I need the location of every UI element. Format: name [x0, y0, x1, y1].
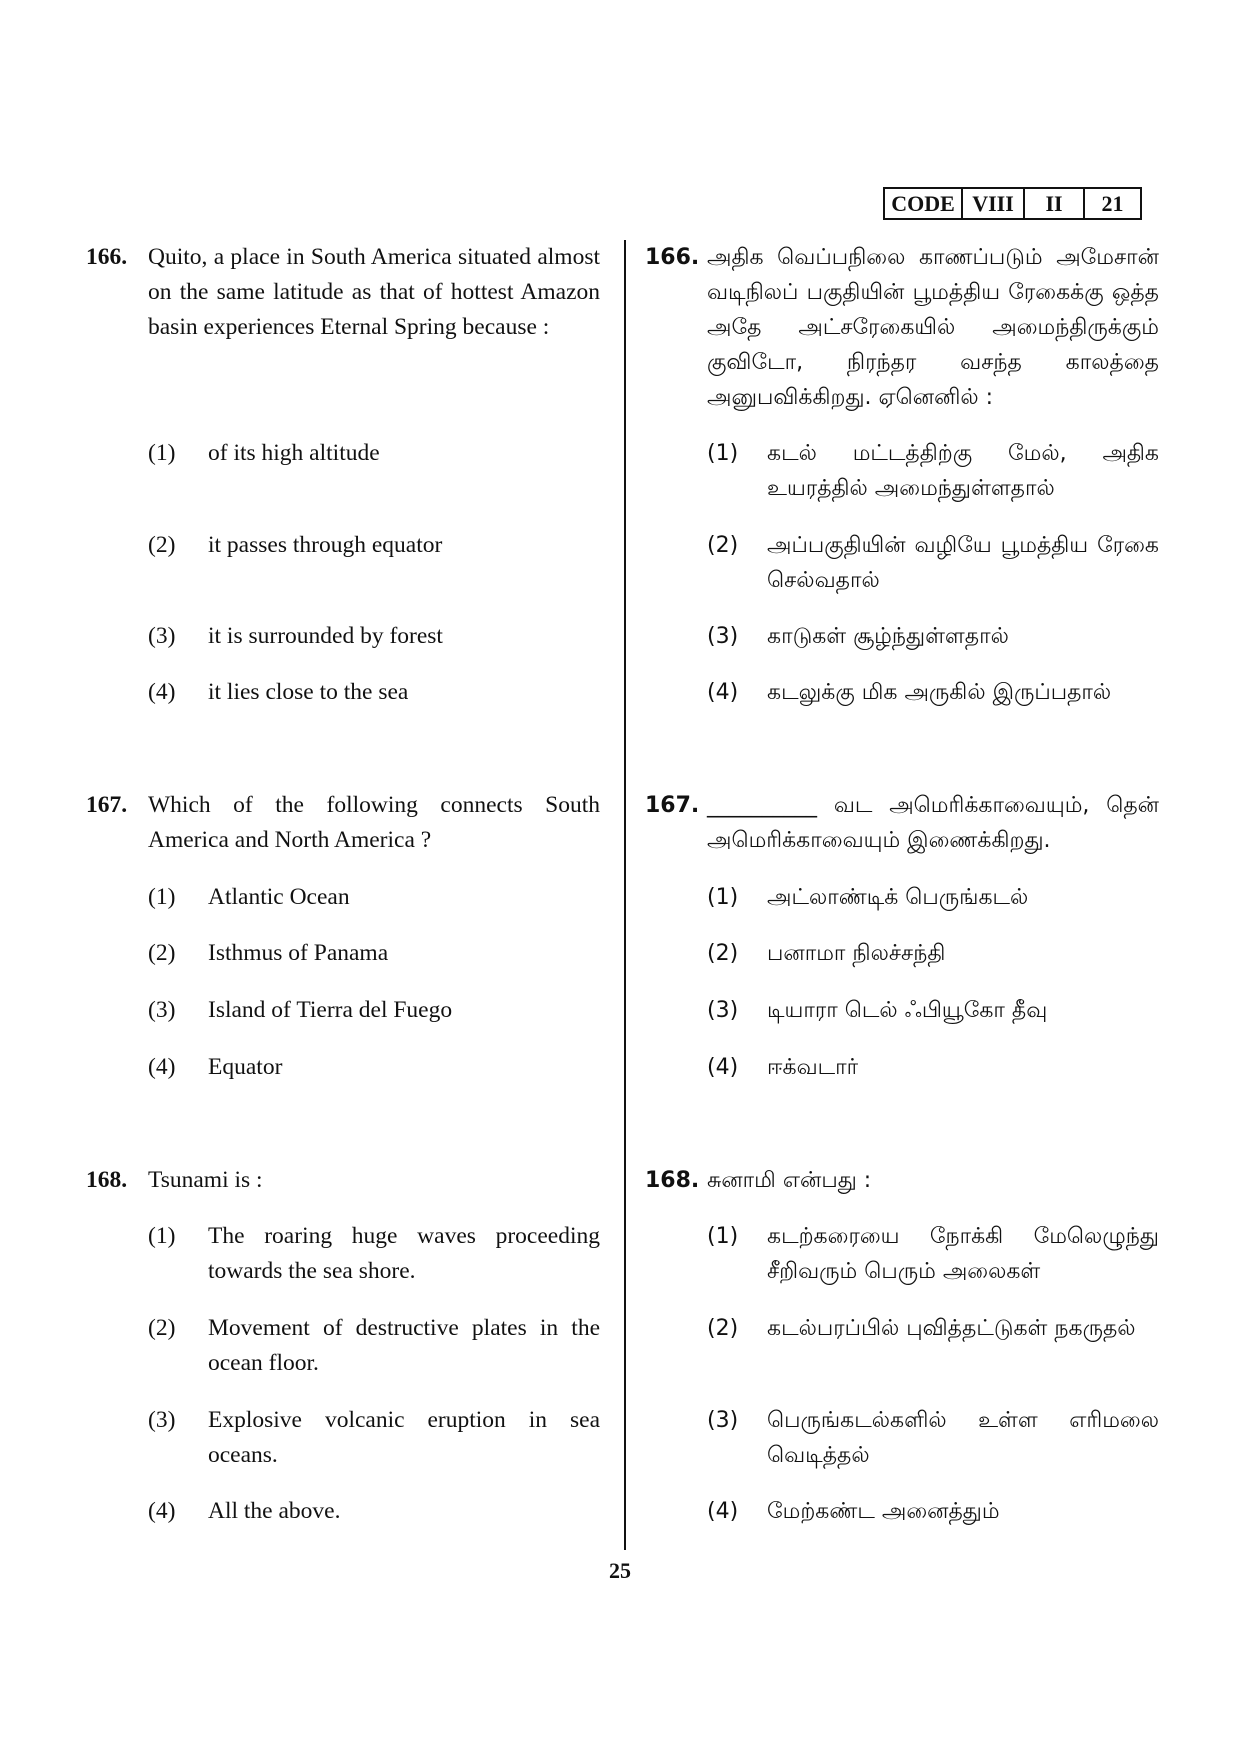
option-4 — [148, 1050, 600, 1085]
question-number: 168. — [86, 1167, 128, 1193]
option-text: All the above. — [208, 1498, 341, 1524]
option-text: டியாரா டெல் ஃபியூகோ தீவு — [767, 998, 1048, 1023]
code-label: CODE — [885, 189, 963, 218]
option-number: (2) — [707, 1316, 739, 1341]
option-4 — [707, 1050, 1159, 1085]
question-number: 168. — [645, 1168, 700, 1193]
option-4 — [148, 1494, 600, 1529]
question-167-en — [86, 788, 600, 858]
option-3 — [707, 619, 1159, 654]
option-number: (2) — [148, 1315, 176, 1341]
question-text: சுனாமி என்பது : — [707, 1168, 872, 1193]
option-number: (2) — [707, 941, 739, 966]
option-3 — [148, 993, 600, 1028]
option-text: Atlantic Ocean — [208, 884, 350, 910]
option-text: அட்லாண்டிக் பெருங்கடல் — [767, 885, 1029, 910]
question-text: __________ வட அமெரிக்காவையும், தென் அமெரிக்காவையும் இணைக்கிறது. — [707, 793, 1159, 853]
option-text: ஈக்வடார் — [767, 1055, 859, 1080]
option-text: பெருங்கடல்களில் உள்ள எரிமலை வெடித்தல் — [767, 1408, 1159, 1468]
option-number: (1) — [707, 885, 739, 910]
option-2 — [707, 528, 1159, 598]
question-text: அதிக வெப்பநிலை காணப்படும் அமேசான் வடிநிலப் பகுதியின் பூமத்திய ரேகைக்கு ஒத்த அதே அட்சரேகையில் அமைந்திருக்கும் குவிடோ, நிரந்தர வசந்த காலத்தை அனுபவிக்கிறது. ஏனெனில் : — [707, 245, 1159, 410]
option-number: (1) — [707, 441, 739, 466]
option-number: (1) — [148, 440, 176, 466]
option-number: (1) — [148, 1223, 176, 1249]
page-number: 25 — [609, 1558, 631, 1583]
option-number: (3) — [707, 624, 739, 649]
question-167-ta — [645, 788, 1159, 858]
question-166-ta — [645, 240, 1159, 415]
option-text: கடற்கரையை நோக்கி மேலெழுந்து சீறிவரும் பெரும் அலைகள் — [767, 1224, 1159, 1284]
option-4 — [148, 675, 600, 710]
option-number: (4) — [148, 1498, 176, 1524]
option-text: it passes through equator — [208, 532, 443, 558]
option-text: Equator — [208, 1054, 283, 1080]
option-number: (2) — [707, 533, 739, 558]
option-number: (3) — [148, 997, 176, 1023]
option-number: (3) — [148, 1407, 176, 1433]
code-box — [883, 187, 1142, 220]
option-number: (2) — [148, 940, 176, 966]
option-2 — [707, 936, 1159, 971]
column-divider — [624, 240, 626, 1550]
question-text: Tsunami is : — [148, 1167, 263, 1193]
question-number: 167. — [86, 792, 128, 818]
option-1 — [707, 880, 1159, 915]
option-text: அப்பகுதியின் வழியே பூமத்திய ரேகை செல்வதால் — [767, 533, 1159, 593]
option-text: கடல்பரப்பில் புவித்தட்டுகள் நகருதல் — [767, 1316, 1136, 1341]
option-text: it is surrounded by forest — [208, 623, 443, 649]
option-text: Isthmus of Panama — [208, 940, 389, 966]
code-paper: II — [1025, 189, 1085, 218]
option-4 — [707, 1494, 1159, 1529]
option-number: (4) — [707, 680, 739, 705]
option-text: காடுகள் சூழ்ந்துள்ளதால் — [767, 624, 1009, 649]
option-4 — [707, 675, 1159, 710]
option-3 — [707, 1403, 1159, 1473]
option-number: (4) — [148, 679, 176, 705]
option-2 — [148, 1311, 600, 1381]
option-text: கடலுக்கு மிக அருகில் இருப்பதால் — [767, 680, 1112, 705]
option-text: it lies close to the sea — [208, 679, 409, 705]
option-1 — [148, 436, 600, 471]
option-2 — [148, 528, 600, 563]
option-number: (3) — [707, 1408, 739, 1433]
option-1 — [148, 880, 600, 915]
question-number: 166. — [645, 245, 700, 270]
question-168-ta — [645, 1163, 1159, 1198]
question-168-en — [86, 1163, 600, 1198]
option-number: (4) — [148, 1054, 176, 1080]
question-166-en — [86, 240, 600, 345]
option-3 — [707, 993, 1159, 1028]
option-text: Movement of destructive plates in the ocean floor. — [208, 1315, 600, 1376]
question-text: Quito, a place in South America situated almost on the same latitude as that of hottest Amazon basin experiences Eternal Spring because : — [148, 244, 600, 340]
option-text: of its high altitude — [208, 440, 380, 466]
option-2 — [707, 1311, 1159, 1346]
option-number: (3) — [707, 998, 739, 1023]
option-text: Explosive volcanic eruption in sea oceans. — [208, 1407, 600, 1468]
option-1 — [707, 1219, 1159, 1289]
option-3 — [148, 1403, 600, 1473]
option-text: The roaring huge waves proceeding towards the sea shore. — [208, 1223, 600, 1284]
option-number: (4) — [707, 1055, 739, 1080]
option-1 — [707, 436, 1159, 506]
option-2 — [148, 936, 600, 971]
option-number: (2) — [148, 532, 176, 558]
option-number: (4) — [707, 1499, 739, 1524]
code-series: VIII — [963, 189, 1025, 218]
code-number: 21 — [1101, 191, 1124, 216]
option-number: (1) — [707, 1224, 739, 1249]
question-number: 166. — [86, 244, 128, 270]
option-text: பனாமா நிலச்சந்தி — [767, 941, 946, 966]
option-number: (1) — [148, 884, 176, 910]
option-text: Island of Tierra del Fuego — [208, 997, 453, 1023]
question-number: 167. — [645, 793, 700, 818]
option-number: (3) — [148, 623, 176, 649]
option-3 — [148, 619, 600, 654]
option-1 — [148, 1219, 600, 1289]
question-text: Which of the following connects South America and North America ? — [148, 792, 600, 853]
option-text: மேற்கண்ட அனைத்தும் — [767, 1499, 1000, 1524]
option-text: கடல் மட்டத்திற்கு மேல், அதிக உயரத்தில் அமைந்துள்ளதால் — [767, 441, 1159, 501]
